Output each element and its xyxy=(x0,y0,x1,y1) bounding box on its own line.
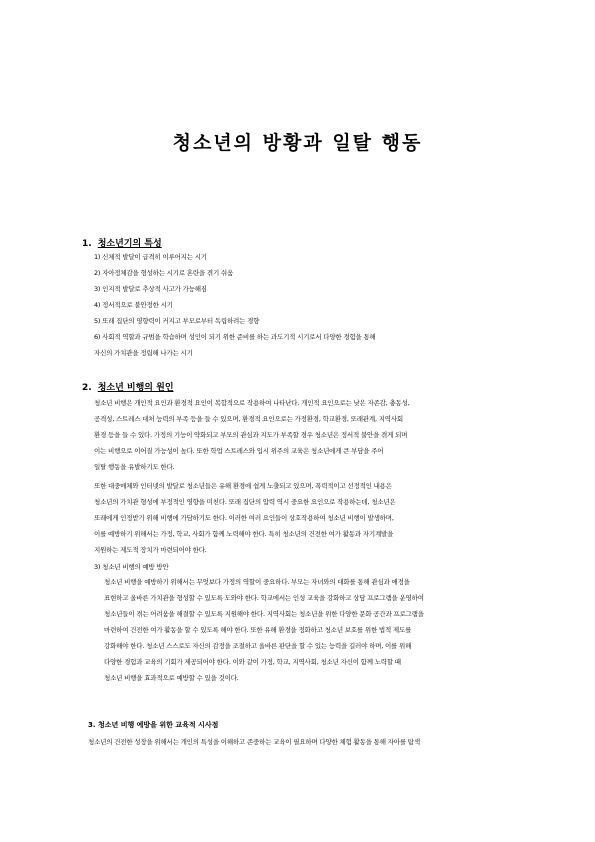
section-1-title: 청소년기의 특성 xyxy=(97,239,162,249)
section-2-paragraph-3-line: 다양한 경험과 교육의 기회가 제공되어야 한다. 이와 같이 가정, 학교, 지역사회, 청소년 자신이 함께 노력할 때 xyxy=(104,658,401,666)
section-2-paragraph-2-line: 또래에게 인정받기 위해 비행에 가담하기도 한다. 이러한 여러 요인들이 상호작용하여 청소년 비행이 발생하며, xyxy=(94,514,394,522)
section-2-paragraph-3-line: 강화해야 한다. 청소년 스스로도 자신의 감정을 조절하고 올바른 판단을 할 수 있는 능력을 길러야 하며, 이를 위해 xyxy=(104,642,412,650)
section-2-title: 청소년 비행의 원인 xyxy=(97,383,174,393)
section-2-paragraph-2-line: 청소년의 가치관 형성에 부정적인 영향을 미친다. 또래 집단의 압력 역시 중요한 요인으로 작용하는데, 청소년은 xyxy=(94,498,396,506)
section-1-line: 4) 정서적으로 불안정한 시기 xyxy=(94,301,173,309)
section-2-paragraph-1-line: 이는 비행으로 이어질 가능성이 높다. 또한 학업 스트레스와 입시 위주의 교육은 청소년에게 큰 부담을 주어 xyxy=(94,447,384,455)
section-3-line: 청소년의 건전한 성장을 위해서는 개인의 특성을 이해하고 존중하는 교육이 필요하며 다양한 체험 활동을 통해 자아를 탐색 xyxy=(88,738,420,746)
section-2-number: 2. xyxy=(82,383,92,393)
section-1-line: 2) 자아정체감을 형성하는 시기로 혼란을 겪기 쉬움 xyxy=(94,269,234,277)
section-1-line: 6) 사회적 역할과 규범을 학습하며 성인이 되기 위한 준비를 하는 과도기적 시기로서 다양한 경험을 통해 xyxy=(94,333,376,341)
section-1-heading xyxy=(82,236,162,249)
section-2-subheading: 3) 청소년 비행의 예방 방안 xyxy=(94,563,169,571)
section-2-paragraph-2-line: 또한 대중매체와 인터넷의 발달로 청소년들은 유해 환경에 쉽게 노출되고 있으며, 폭력적이고 선정적인 내용은 xyxy=(94,482,392,490)
section-2-paragraph-1-line: 일탈 행동을 유발하기도 한다. xyxy=(94,463,175,471)
section-2-paragraph-2-line: 이를 예방하기 위해서는 가정, 학교, 사회가 함께 노력해야 한다. 특히 청소년의 건전한 여가 활동과 자기계발을 xyxy=(94,530,394,538)
section-2-paragraph-3-line: 표현하고 올바른 가치관을 형성할 수 있도록 도와야 한다. 학교에서는 인성 교육을 강화하고 상담 프로그램을 운영하여 xyxy=(104,594,424,602)
section-1-line: 5) 또래 집단의 영향력이 커지고 부모로부터 독립하려는 경향 xyxy=(94,317,260,325)
section-2-paragraph-1-line: 환경 등을 들 수 있다. 가정의 기능이 약화되고 부모의 관심과 지도가 부족할 경우 청소년은 정서적 불안을 겪게 되며 xyxy=(94,431,408,439)
section-2-paragraph-2-line: 지원하는 제도적 장치가 마련되어야 한다. xyxy=(94,546,207,554)
section-2-heading xyxy=(82,380,174,393)
section-2-paragraph-3-line: 마련하여 건전한 여가 활동을 할 수 있도록 해야 한다. 또한 유해 환경을 정화하고 청소년 보호를 위한 법적 제도를 xyxy=(104,626,412,634)
section-2-paragraph-3-line: 청소년 비행을 효과적으로 예방할 수 있을 것이다. xyxy=(104,674,239,682)
section-1-line: 3) 인지적 발달로 추상적 사고가 가능해짐 xyxy=(94,285,207,293)
section-2-paragraph-1-line: 공격성, 스트레스 대처 능력의 부족 등을 들 수 있으며, 환경적 요인으로는 가정환경, 학교환경, 또래관계, 지역사회 xyxy=(94,415,404,423)
section-1-number: 1. xyxy=(82,239,92,249)
document-title: 청소년의 방황과 일탈 행동 xyxy=(172,132,423,154)
section-2-paragraph-3-line: 청소년 비행을 예방하기 위해서는 무엇보다 가정의 역할이 중요하다. 부모는 자녀와의 대화를 통해 관심과 애정을 xyxy=(104,578,410,586)
section-2-paragraph-1-line: 청소년 비행은 개인적 요인과 환경적 요인이 복합적으로 작용하여 나타난다. 개인적 요인으로는 낮은 자존감, 충동성, xyxy=(94,399,410,407)
section-1-line: 자신의 가치관을 정립해 나가는 시기 xyxy=(94,349,193,357)
section-1-line: 1) 신체적 발달이 급격히 이루어지는 시기 xyxy=(94,253,207,261)
section-3-heading: 3. 청소년 비행 예방을 위한 교육적 시사점 xyxy=(88,721,219,729)
section-2-paragraph-3-line: 청소년들이 겪는 어려움을 해결할 수 있도록 지원해야 한다. 지역사회는 청소년을 위한 다양한 문화 공간과 프로그램을 xyxy=(104,610,424,618)
